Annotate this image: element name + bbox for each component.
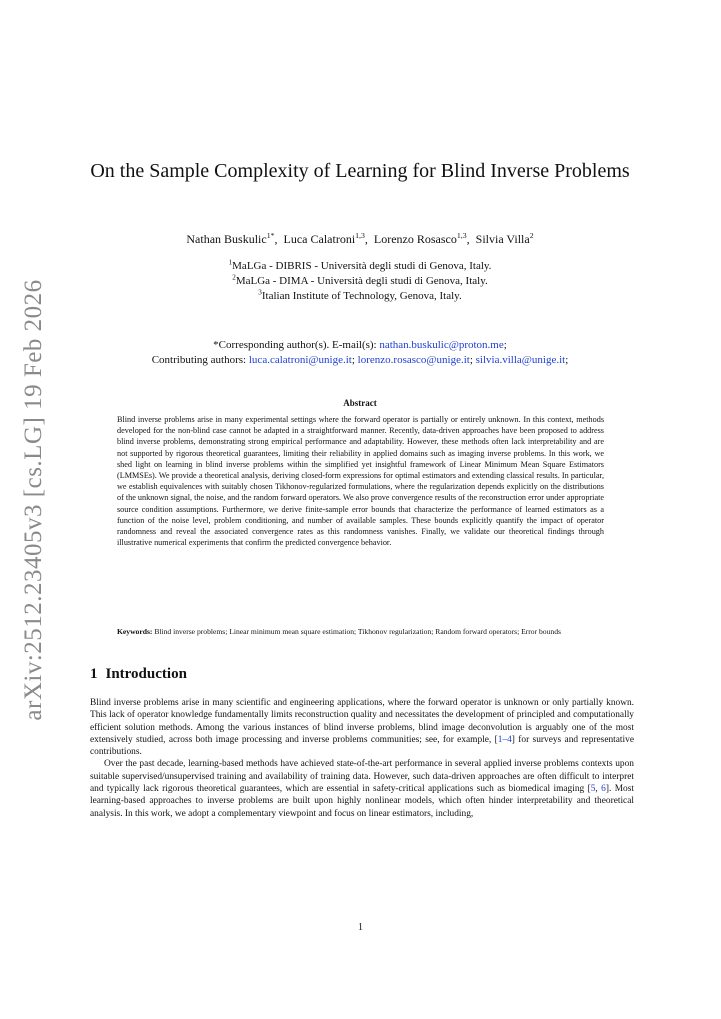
affiliation: $^3$Italian Institute of Technology, Genova, Italy. [258, 288, 462, 302]
section-number: 1 [90, 666, 98, 682]
contact-info [60, 338, 660, 368]
email-link[interactable]: luca.calatroni@unige.it [248, 354, 352, 366]
author: Silvia Villa$^2$ [475, 231, 534, 246]
paper-title: On the Sample Complexity of Learning for Blind Inverse Problems [90, 160, 630, 182]
keywords-text: Blind inverse problems; Linear minimum mean square estimation; Tikhonov regularization; Random forward operators; Error bounds [154, 627, 561, 636]
citation-link[interactable]: 5 [590, 784, 596, 795]
author: Luca Calatroni$^{1,3}$ [283, 231, 365, 246]
keywords [117, 626, 604, 637]
contributing-authors: Contributing authors: luca.calatroni@unige.it; lorenzo.rosasco@unige.it; silvia.villa@unige.it; [151, 354, 569, 366]
author: Nathan Buskulic$^{1*}$ [186, 231, 275, 246]
paragraph: Over the past decade, learning-based methods have achieved state-of-the-art performance in several applied inverse problems contexts upon suitable supervised/unsupervised training and availability of training data. However, such data-driven approaches are often difficult to interpret and typically lack rigorous theoretical guarantees, which are essential in safety-critical applications such as biomedical imaging [5, 6]. Most learning-based approaches to inverse problems are built upon highly nonlinear models, which often hinder interpretability and theoretical analysis. In this work, we adopt a complementary viewpoint and focus on linear estimators, including, [90, 759, 634, 819]
corresponding-email-link[interactable]: nathan.buskulic@proton.me [379, 339, 504, 351]
affiliation: $^2$MaLGa - DIMA - Università degli studi di Genova, Italy. [232, 273, 488, 287]
abstract-heading: Abstract [343, 398, 377, 408]
introduction-body [90, 697, 634, 820]
keywords-label: Keywords: [117, 627, 153, 636]
arxiv-identifier: arXiv:2512.23405v3 [cs.LG] 19 Feb 2026 [20, 279, 47, 721]
citation-link[interactable]: 6 [601, 784, 606, 795]
arxiv-side-stamp [20, 279, 48, 721]
email-link[interactable]: lorenzo.rosasco@unige.it [357, 354, 470, 366]
page-number: 1 [358, 922, 363, 933]
corresponding-author: *Corresponding author(s). E-mail(s): nathan.buskulic@proton.me; [213, 339, 507, 351]
affiliations [90, 259, 630, 304]
affiliation: $^1$MaLGa - DIBRIS - Università degli studi di Genova, Italy. [228, 258, 492, 272]
paragraph: Blind inverse problems arise in many scientific and engineering applications, where the forward operator is unknown or only partially known. This lack of operator knowledge fundamentally limits reconstruction quality and necessitates the development of principled and computationally efficient solution methods. Among the various instances of blind inverse problems, blind image deconvolution is arguably one of the most extensively studied, across both image processing and inverse problems communities; see, for example, [1–4] for surveys and representative contributions. [90, 698, 634, 758]
citation-link[interactable]: 1–4 [497, 734, 512, 745]
author-list: Nathan Buskulic$^{1*}$, Luca Calatroni$^{1,3}$, Lorenzo Rosasco$^{1,3}$, Silvia Villa$^2$ [186, 231, 534, 246]
abstract-body: Blind inverse problems arise in many experimental settings where the forward operator is partially or entirely unknown. In this context, methods developed for the non-blind case cannot be adapted in a straightforward manner. Recently, data-driven approaches have been proposed to address blind inverse problems, demonstrating strong empirical performance and adaptability. However, these methods often lack interpretability and are not supported by rigorous theoretical guarantees, limiting their reliability in applied domains such as imaging inverse problems. In this work, we shed light on learning in blind inverse problems within the simplified yet insightful framework of Linear Minimum Mean Square Estimators (LMMSEs). We provide a theoretical analysis, deriving closed-form expressions for optimal estimators and extending classical results. In particular, we establish equivalences with suitably chosen Tikhonov-regularized formulations, where the regularization depends explicitly on the distributions of the unknown signal, the noise, and the random forward operators. We also prove convergence results of the reconstruction error under appropriate source condition assumptions. Furthermore, we derive finite-sample error bounds that characterize the performance of learned estimators as a function of the noise level, problem conditioning, and number of available samples. These bounds explicitly quantify the impact of operator randomness and reveal the associated convergence rates as this randomness vanishes. Finally, we validate our theoretical findings through illustrative numerical experiments that confirm the predicted convergence behavior. [117, 415, 604, 548]
email-link[interactable]: silvia.villa@unige.it [475, 354, 566, 366]
section-heading [90, 666, 195, 683]
section-title: Introduction [105, 666, 187, 682]
author: Lorenzo Rosasco$^{1,3}$ [373, 231, 467, 246]
